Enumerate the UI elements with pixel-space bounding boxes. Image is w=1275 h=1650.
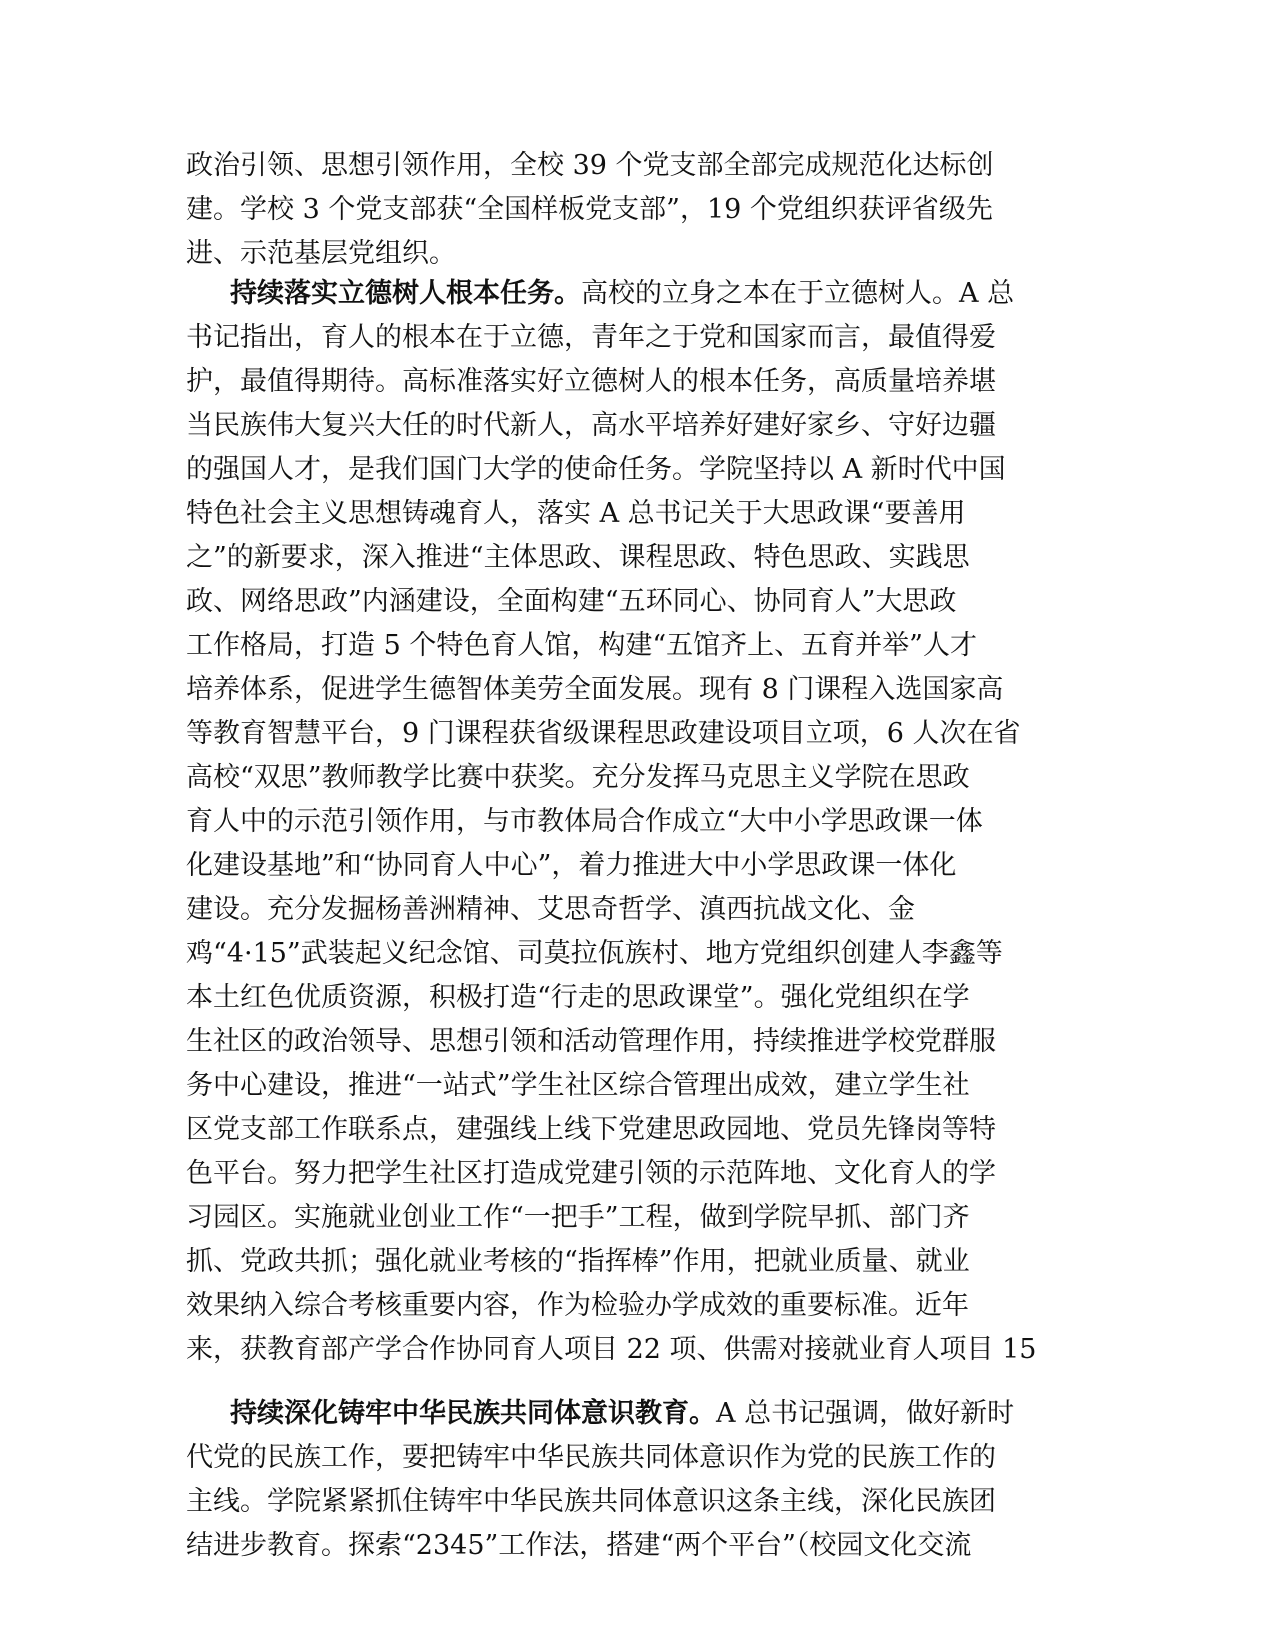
text-line: 代党的民族工作，要把铸牢中华民族共同体意识作为党的民族工作的 (186, 1442, 996, 1473)
text-line-rest: A 总书记强调，做好新时 (716, 1398, 1015, 1429)
text-line (186, 1392, 1086, 1436)
text-line: 等教育智慧平台，9 门课程获省级课程思政建设项目立项，6 人次在省 (186, 718, 1021, 749)
text-line: 护，最值得期待。高标准落实好立德树人的根本任务，高质量培养堪 (186, 366, 996, 397)
text-line: 之”的新要求，深入推进“主体思政、课程思政、特色思政、实践思 (186, 542, 970, 573)
text-line: 培养体系，促进学生德智体美劳全面发展。现有 8 门课程入选国家高 (186, 674, 1004, 705)
text-line: 特色社会主义思想铸魂育人，落实 A 总书记关于大思政课“要善用 (186, 498, 966, 529)
text-line: 工作格局，打造 5 个特色育人馆，构建“五馆齐上、五育并举”人才 (186, 630, 977, 661)
text-line: 进、示范基层党组织。 (186, 238, 456, 269)
text-line: 化建设基地”和“协同育人中心”，着力推进大中小学思政课一体化 (186, 850, 957, 881)
text-line: 政治引领、思想引领作用，全校 39 个党支部全部完成规范化达标创 (186, 150, 994, 181)
text-line: 政、网络思政”内涵建设，全面构建“五环同心、协同育人”大思政 (186, 586, 957, 617)
text-line: 色平台。努力把学生社区打造成党建引领的示范阵地、文化育人的学 (186, 1158, 996, 1189)
paragraph-lead-heading: 持续深化铸牢中华民族共同体意识教育。 (230, 1398, 716, 1429)
text-line: 主线。学院紧紧抓住铸牢中华民族共同体意识这条主线，深化民族团 (186, 1486, 996, 1517)
text-line: 来，获教育部产学合作协同育人项目 22 项、供需对接就业育人项目 15 (186, 1334, 1037, 1365)
text-line: 本土红色优质资源，积极打造“行走的思政课堂”。强化党组织在学 (186, 982, 970, 1013)
paragraph-party-branches (186, 144, 1086, 276)
text-line: 建。学校 3 个党支部获“全国样板党支部”，19 个党组织获评省级先 (186, 194, 993, 225)
text-line-rest: 高校的立身之本在于立德树人。A 总 (581, 278, 1015, 309)
text-line: 务中心建设，推进“一站式”学生社区综合管理出成效，建立学生社 (186, 1070, 970, 1101)
text-line: 生社区的政治领导、思想引领和活动管理作用，持续推进学校党群服 (186, 1026, 996, 1057)
text-line: 当民族伟大复兴大任的时代新人，高水平培养好建好家乡、守好边疆 (186, 410, 996, 441)
paragraph-moral-education (186, 272, 1086, 1372)
text-line: 的强国人才，是我们国门大学的使命任务。学院坚持以 A 新时代中国 (186, 454, 1006, 485)
text-line: 区党支部工作联系点，建强线上线下党建思政园地、党员先锋岗等特 (186, 1114, 996, 1145)
paragraph-national-unity (186, 1392, 1086, 1568)
text-line: 效果纳入综合考核重要内容，作为检验办学成效的重要标准。近年 (186, 1290, 969, 1321)
text-line: 建设。充分发掘杨善洲精神、艾思奇哲学、滇西抗战文化、金 (186, 894, 915, 925)
text-line (186, 272, 1086, 316)
text-line: 结进步教育。探索“2345”工作法，搭建“两个平台”（校园文化交流 (186, 1530, 972, 1561)
text-line: 育人中的示范引领作用，与市教体局合作成立“大中小学思政课一体 (186, 806, 983, 837)
text-line: 高校“双思”教师教学比赛中获奖。充分发挥马克思主义学院在思政 (186, 762, 970, 793)
text-line: 习园区。实施就业创业工作“一把手”工程，做到学院早抓、部门齐 (186, 1202, 970, 1233)
text-line: 书记指出，育人的根本在于立德，青年之于党和国家而言，最值得爱 (186, 322, 996, 353)
text-line: 抓、党政共抓；强化就业考核的“指挥棒”作用，把就业质量、就业 (186, 1246, 970, 1277)
text-line: 鸡“4·15”武装起义纪念馆、司莫拉佤族村、地方党组织创建人李鑫等 (186, 938, 1003, 969)
paragraph-lead-heading: 持续落实立德树人根本任务。 (230, 278, 581, 309)
